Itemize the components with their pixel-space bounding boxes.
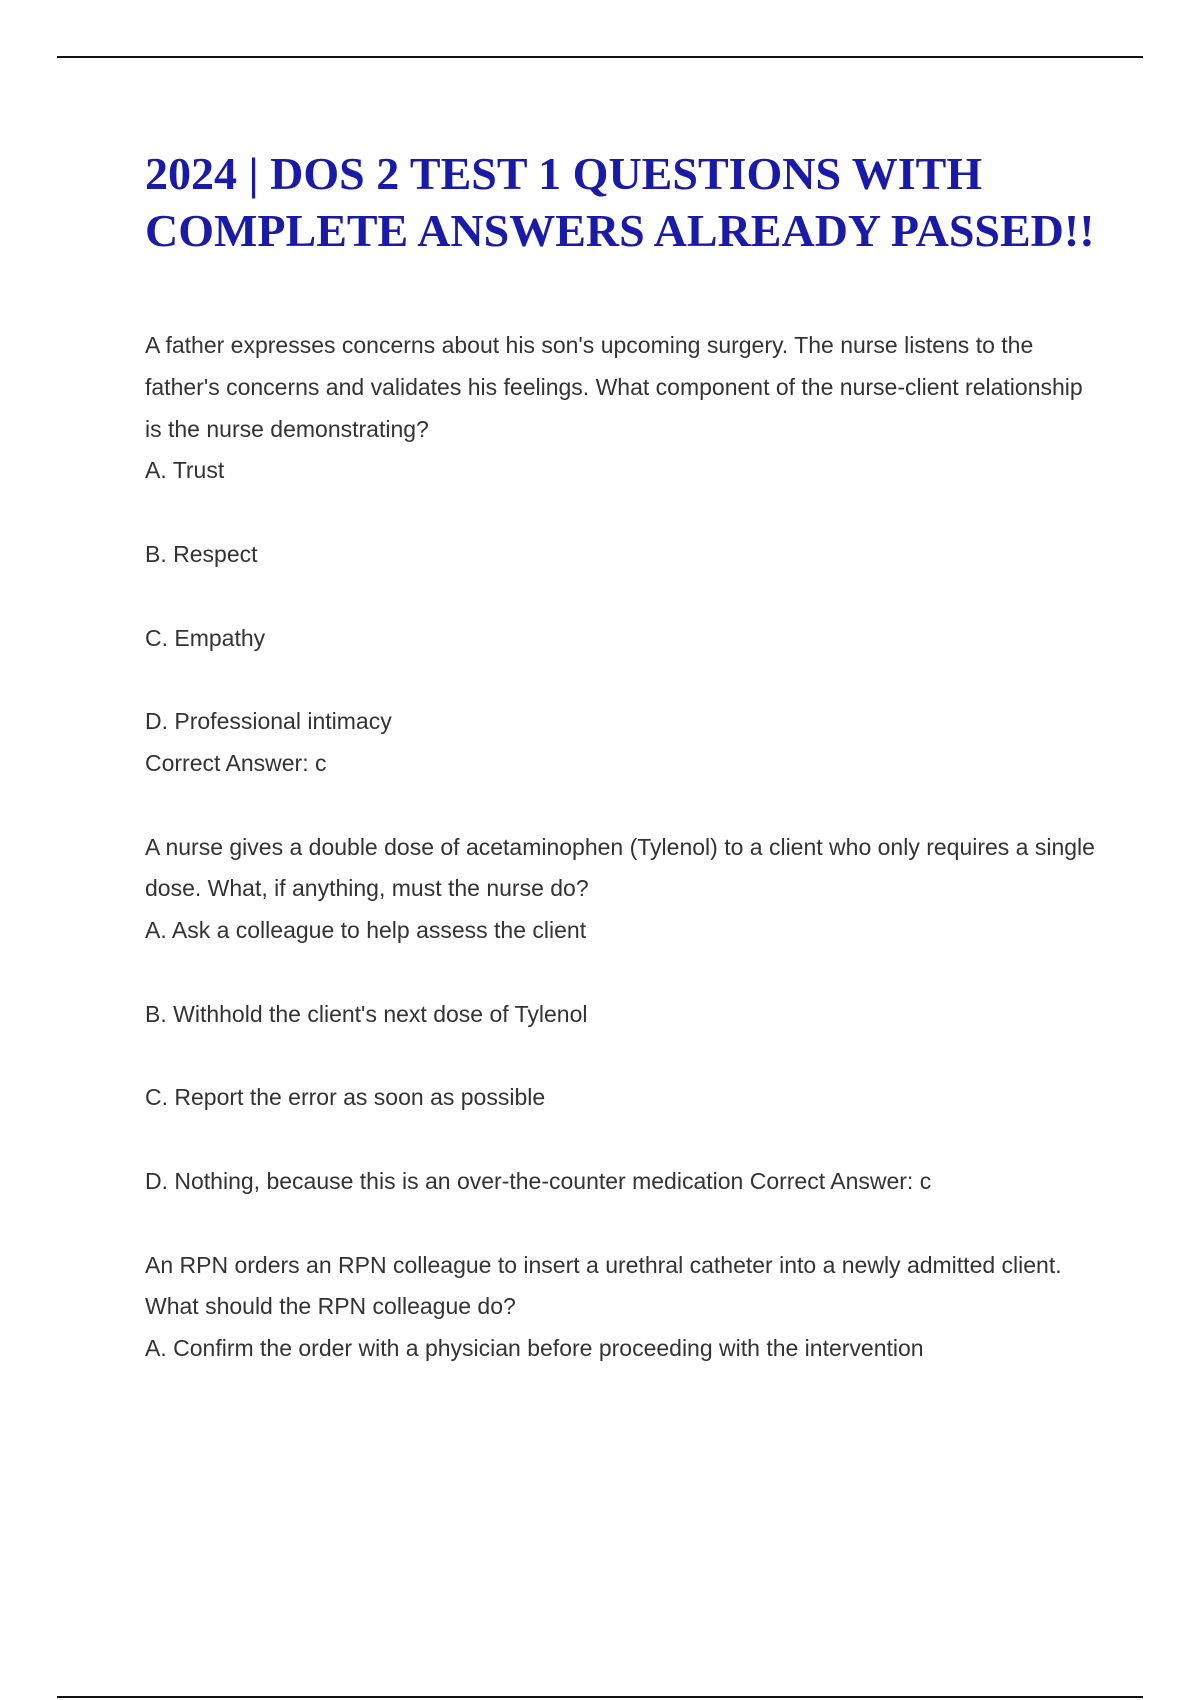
question-list (145, 325, 1105, 1370)
correct-answer: Correct Answer: c (145, 749, 327, 776)
option-b: B. Withhold the client's next dose of Tylenol (145, 1000, 588, 1027)
top-rule (57, 56, 1143, 58)
question-stem: A father expresses concerns about his son's upcoming surgery. The nurse listens to the father's concerns and validates his feelings. What component of the nurse-client relationship is the nurse demonstrating? (145, 332, 1083, 442)
option-c: C. Report the error as soon as possible (145, 1084, 546, 1111)
option-c: C. Empathy (145, 624, 266, 651)
bottom-rule (57, 1696, 1143, 1698)
option-d: D. Professional intimacy (145, 708, 392, 735)
question-1 (145, 325, 1105, 785)
option-a: A. Ask a colleague to help assess the client (145, 917, 587, 944)
question-stem: An RPN orders an RPN colleague to insert a urethral catheter into a newly admitted client. What should the RPN colleague do? (145, 1251, 1062, 1320)
question-2 (145, 827, 1105, 1203)
document-title: 2024 | DOS 2 TEST 1 QUESTIONS WITH COMPLETE ANSWERS ALREADY PASSED!! (145, 148, 1095, 256)
option-d: D. Nothing, because this is an over-the-counter medication Correct Answer: c (145, 1167, 932, 1194)
option-a: A. Confirm the order with a physician before proceeding with the intervention (145, 1335, 924, 1362)
option-b: B. Respect (145, 540, 258, 567)
document-content (145, 145, 1105, 1370)
option-a: A. Trust (145, 457, 225, 484)
question-3 (145, 1245, 1105, 1370)
question-stem: A nurse gives a double dose of acetaminophen (Tylenol) to a client who only requires a single dose. What, if anything, must the nurse do? (145, 833, 1095, 902)
